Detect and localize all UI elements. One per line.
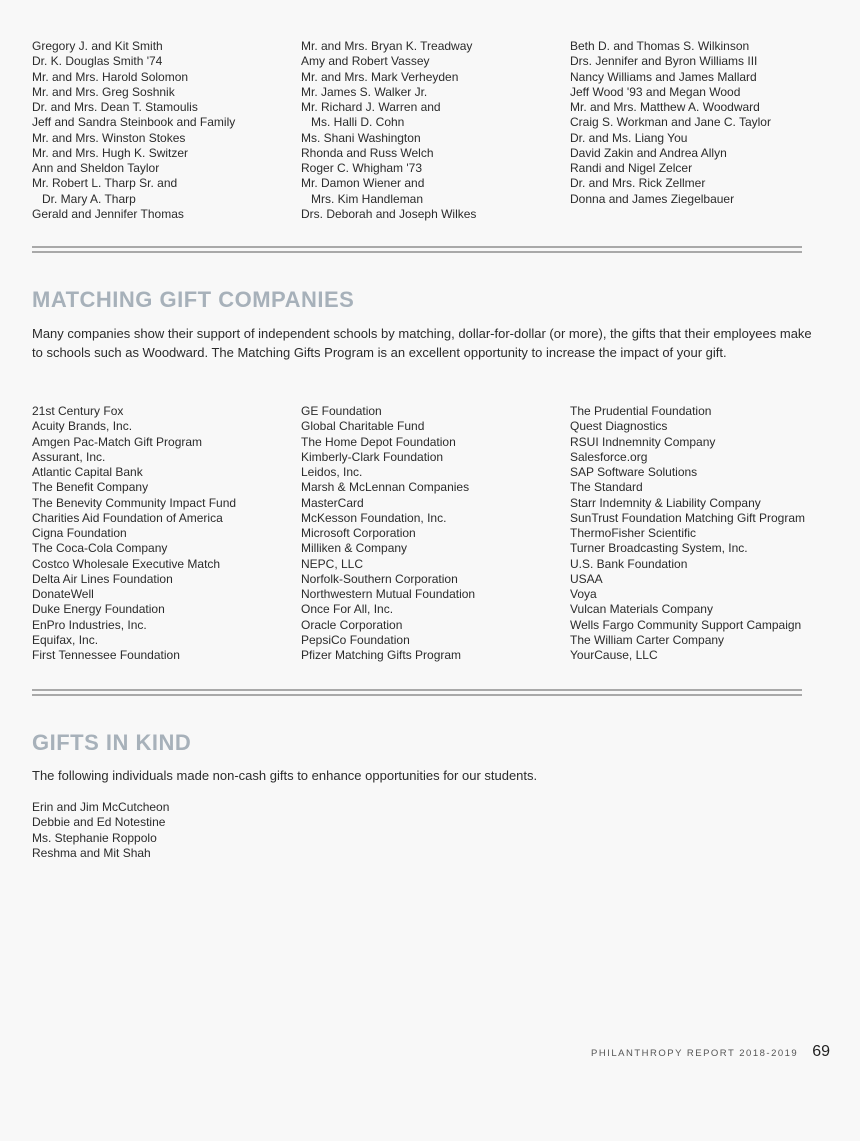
list-item: Mr. and Mrs. Harold Solomon	[32, 69, 189, 84]
list-item: Global Charitable Fund	[301, 419, 425, 434]
list-item: Northwestern Mutual Foundation	[301, 587, 476, 601]
list-item: Drs. Jennifer and Byron Williams III	[570, 54, 758, 69]
list-item: Starr Indemnity & Liability Company	[570, 495, 761, 510]
list-item: The Home Depot Foundation	[301, 434, 456, 449]
list-item: Randi and Nigel Zelcer	[570, 161, 693, 175]
list-item: YourCause, LLC	[570, 648, 658, 662]
list-item: Ms. Halli D. Cohn	[311, 115, 405, 130]
list-item: Gregory J. and Kit Smith	[32, 39, 163, 53]
section-divider	[32, 246, 802, 253]
list-item: Mr. Robert L. Tharp Sr. and	[32, 176, 178, 191]
list-item: Oracle Corporation	[301, 617, 403, 632]
list-item: Quest Diagnostics	[570, 419, 668, 434]
list-item: Roger C. Whigham '73	[301, 161, 423, 175]
gifts-in-kind-column	[32, 800, 301, 861]
list-item: 21st Century Fox	[32, 404, 124, 418]
list-item: Acuity Brands, Inc.	[32, 419, 133, 434]
list-item: Mr. and Mrs. Winston Stokes	[32, 130, 186, 145]
list-item: Dr. and Mrs. Dean T. Stamoulis	[32, 100, 198, 114]
list-item: Turner Broadcasting System, Inc.	[570, 541, 748, 556]
list-item: Mr. and Mrs. Bryan K. Treadway	[301, 39, 473, 53]
list-item: Mr. and Mrs. Mark Verheyden	[301, 69, 459, 84]
list-item: Jeff Wood '93 and Megan Wood	[570, 84, 741, 99]
list-item: GE Foundation	[301, 404, 382, 418]
list-item: Charities Aid Foundation of America	[32, 510, 223, 525]
list-item: SunTrust Foundation Matching Gift Program	[570, 510, 805, 525]
list-item: DonateWell	[32, 587, 94, 601]
list-item: Salesforce.org	[570, 449, 648, 464]
list-item: The Benefit Company	[32, 480, 149, 495]
list-item: Mr. James S. Walker Jr.	[301, 84, 428, 99]
list-item: Delta Air Lines Foundation	[32, 571, 173, 586]
matching-intro: Many companies show their support of independent schools by matching, dollar-for-dollar (or more), the gifts that their employees make to schools such as Woodward. The Matching Gifts Program is an excellent opportunity to increase the impact of your gift.	[32, 326, 812, 360]
list-item: Mr. Damon Wiener and	[301, 176, 425, 191]
list-item: Mr. and Mrs. Greg Soshnik	[32, 84, 175, 99]
list-item: Drs. Deborah and Joseph Wilkes	[301, 206, 477, 221]
list-item: Cigna Foundation	[32, 526, 127, 540]
list-item: The Benevity Community Impact Fund	[32, 495, 237, 510]
list-item: David Zakin and Andrea Allyn	[570, 145, 727, 160]
list-item: First Tennessee Foundation	[32, 648, 180, 662]
list-item: Kimberly-Clark Foundation	[301, 449, 444, 464]
list-item: Nancy Williams and James Mallard	[570, 69, 757, 84]
donor-column-1	[32, 39, 301, 222]
list-item: Norfolk-Southern Corporation	[301, 571, 458, 586]
list-item: Wells Fargo Community Support Campaign	[570, 617, 802, 632]
list-item: Donna and James Ziegelbauer	[570, 191, 735, 206]
list-item: McKesson Foundation, Inc.	[301, 510, 447, 525]
list-item: Pfizer Matching Gifts Program	[301, 648, 462, 662]
page-number: 69	[812, 1043, 830, 1060]
list-item: U.S. Bank Foundation	[570, 556, 688, 571]
report-title: PHILANTHROPY REPORT 2018-2019	[591, 1048, 799, 1059]
list-item: Gerald and Jennifer Thomas	[32, 206, 184, 221]
list-item: Voya	[570, 587, 597, 601]
list-item: Microsoft Corporation	[301, 526, 416, 540]
list-item: Once For All, Inc.	[301, 602, 394, 617]
matching-column-3	[570, 404, 830, 663]
list-item: Reshma and Mit Shah	[32, 845, 151, 860]
matching-column-2	[301, 404, 570, 663]
section-divider	[32, 689, 802, 696]
list-item: Milliken & Company	[301, 541, 408, 556]
list-item: The William Carter Company	[570, 632, 725, 647]
section-heading-matching: MATCHING GIFT COMPANIES	[32, 287, 355, 312]
list-item: Craig S. Workman and Jane C. Taylor	[570, 115, 771, 130]
list-item: The Coca-Cola Company	[32, 541, 168, 556]
list-item: Ann and Sheldon Taylor	[32, 161, 160, 175]
gifts-in-kind-intro: The following individuals made non-cash gifts to enhance opportunities for our students.	[32, 768, 538, 783]
list-item: Equifax, Inc.	[32, 632, 99, 647]
list-item: NEPC, LLC	[301, 556, 364, 571]
list-item: RSUI Indnemnity Company	[570, 434, 716, 449]
list-item: Jeff and Sandra Steinbook and Family	[32, 115, 236, 130]
list-item: ThermoFisher Scientific	[570, 526, 697, 540]
list-item: Duke Energy Foundation	[32, 602, 165, 617]
list-item: SAP Software Solutions	[570, 465, 698, 479]
list-item: Leidos, Inc.	[301, 465, 363, 479]
list-item: Dr. K. Douglas Smith '74	[32, 54, 163, 69]
matching-column-1	[32, 404, 301, 663]
donor-list	[32, 39, 830, 222]
matching-company-list	[32, 404, 830, 663]
list-item: Ms. Shani Washington	[301, 130, 421, 145]
list-item: Debbie and Ed Notestine	[32, 815, 166, 830]
list-item: Costco Wholesale Executive Match	[32, 556, 221, 571]
list-item: USAA	[570, 571, 603, 586]
list-item: Erin and Jim McCutcheon	[32, 800, 170, 814]
list-item: Amy and Robert Vassey	[301, 54, 430, 69]
list-item: The Prudential Foundation	[570, 404, 712, 418]
list-item: Mr. and Mrs. Matthew A. Woodward	[570, 100, 760, 114]
section-heading-gifts-in-kind: GIFTS IN KIND	[32, 730, 192, 755]
list-item: Dr. Mary A. Tharp	[42, 191, 136, 206]
list-item: MasterCard	[301, 495, 364, 510]
list-item: Vulcan Materials Company	[570, 602, 713, 617]
page-footer	[591, 1043, 830, 1061]
list-item: Assurant, Inc.	[32, 449, 106, 464]
list-item: Beth D. and Thomas S. Wilkinson	[570, 39, 750, 53]
list-item: Mr. Richard J. Warren and	[301, 100, 441, 114]
list-item: PepsiCo Foundation	[301, 632, 410, 647]
list-item: Ms. Stephanie Roppolo	[32, 830, 157, 845]
list-item: Atlantic Capital Bank	[32, 465, 143, 479]
list-item: Dr. and Ms. Liang You	[570, 130, 688, 145]
list-item: The Standard	[570, 480, 643, 495]
list-item: Mr. and Mrs. Hugh K. Switzer	[32, 145, 189, 160]
list-item: EnPro Industries, Inc.	[32, 617, 147, 632]
list-item: Dr. and Mrs. Rick Zellmer	[570, 176, 706, 191]
list-item: Rhonda and Russ Welch	[301, 145, 434, 160]
donor-column-2	[301, 39, 570, 222]
list-item: Amgen Pac-Match Gift Program	[32, 434, 203, 449]
donor-column-3	[570, 39, 830, 222]
list-item: Mrs. Kim Handleman	[311, 191, 424, 206]
list-item: Marsh & McLennan Companies	[301, 480, 470, 495]
gifts-in-kind-list	[32, 800, 830, 861]
